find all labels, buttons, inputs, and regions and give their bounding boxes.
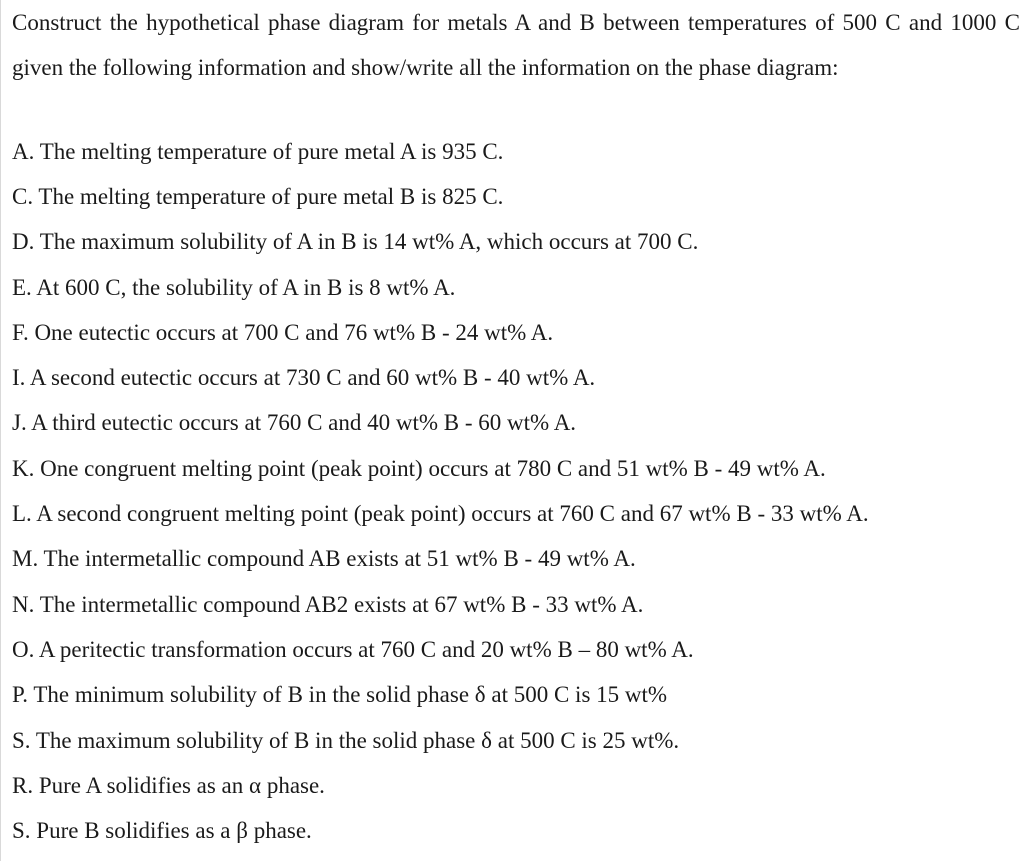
statement-r: R. Pure A solidifies as an α phase. [12,773,325,798]
statement-f: F. One eutectic occurs at 700 C and 76 wt% B - 24 wt% A. [12,320,554,345]
statement-k: K. One congruent melting point (peak point) occurs at 780 C and 51 wt% B - 49 wt% A. [12,456,826,481]
statement-p: P. The minimum solubility of B in the solid phase δ at 500 C is 15 wt% [12,682,668,707]
statement-n: N. The intermetallic compound AB2 exists at 67 wt% B - 33 wt% A. [12,592,644,617]
statement-e: E. At 600 C, the solubility of A in B is 8 wt% A. [12,275,456,300]
statement-s-pure-b: S. Pure B solidifies as a β phase. [12,818,312,843]
statement-s-max-solubility: S. The maximum solubility of B in the solid phase δ at 500 C is 25 wt%. [12,728,680,753]
statement-i: I. A second eutectic occurs at 730 C and 60 wt% B - 40 wt% A. [12,365,596,390]
statement-m: M. The intermetallic compound AB exists at 51 wt% B - 49 wt% A. [12,546,636,571]
problem-intro: Construct the hypothetical phase diagram for metals A and B between temperatures of 500 C and 1000 C given the following information and show/write all the information on the phase diagram: [12,10,1020,80]
statement-l: L. A second congruent melting point (peak point) occurs at 760 C and 67 wt% B - 33 wt% A. [12,501,869,526]
statement-c: C. The melting temperature of pure metal B is 825 C. [12,184,504,209]
statement-d: D. The maximum solubility of A in B is 14 wt% A, which occurs at 700 C. [12,229,699,254]
statement-o: O. A peritectic transformation occurs at 760 C and 20 wt% B – 80 wt% A. [12,637,694,662]
statement-j: J. A third eutectic occurs at 760 C and 40 wt% B - 60 wt% A. [12,410,577,435]
statement-a: A. The melting temperature of pure metal A is 935 C. [12,139,504,164]
